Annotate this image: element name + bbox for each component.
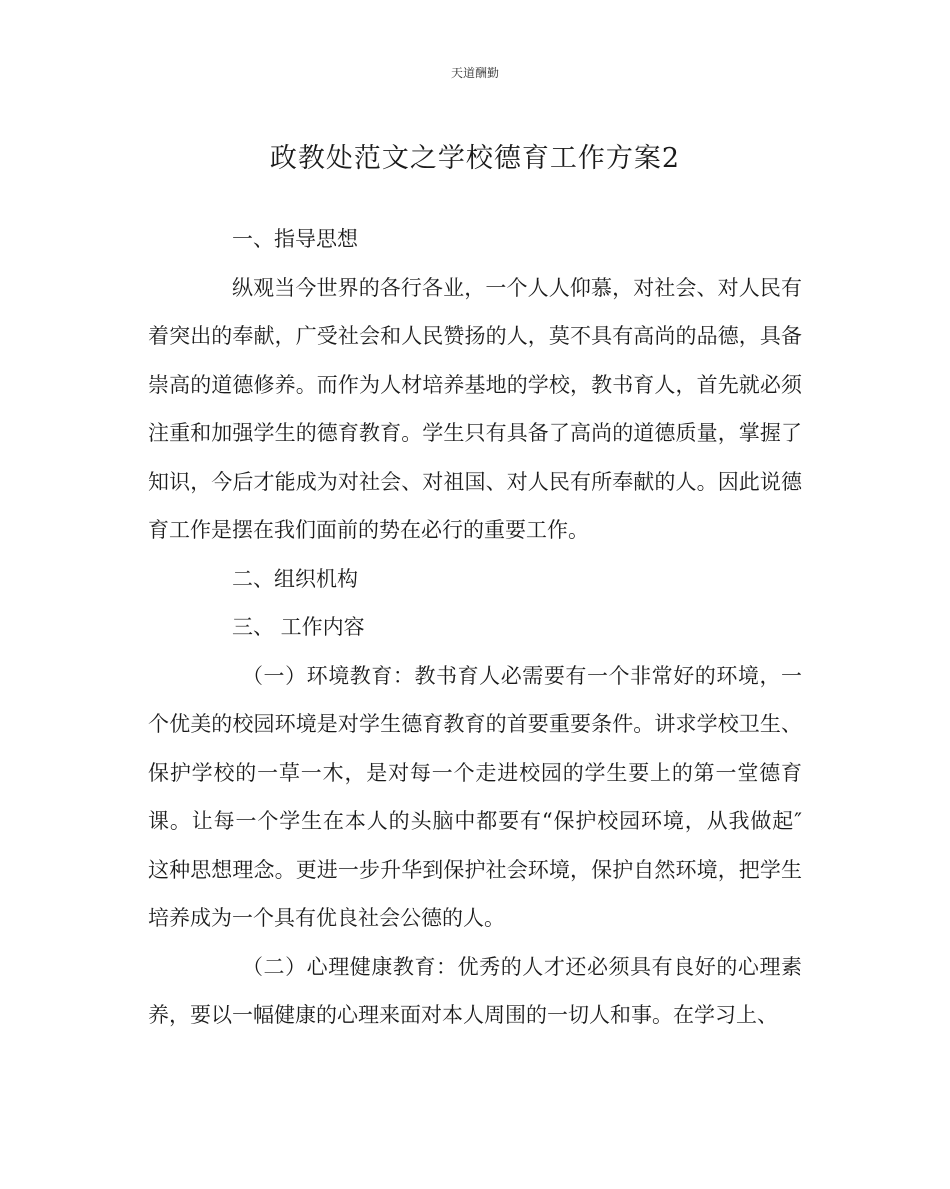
section-heading-organization: 二、组织机构: [232, 566, 358, 591]
page-header: 天道酬勤: [450, 66, 499, 80]
section-heading-work-content: 三、 工作内容: [232, 615, 365, 639]
section-heading-guiding-thought: 一、指导思想: [232, 227, 358, 251]
paragraph-guiding-thought: 纵观当今世界的各行各业，一个人人仰慕，对社会、对人民有着突出的奉献，广受社会和人民赞扬的人，莫不具有高尚的品德，具备崇高的道德修养。而作为人材培养基地的学校，教书育人，首先就必须注重和加强学生的德育教育。学生只有具备了高尚的道德质量，掌握了知识，今后才能成为对社会、对祖国、对人民有所奉献的人。因此说德育工作是摆在我们面前的势在必行的重要工作。: [148, 275, 802, 542]
document-body: [148, 215, 802, 1040]
paragraph-environment-education: （一）环境教育：教书育人必需要有一个非常好的环境，一个优美的校园环境是对学生德育教育的首要重要条件。讲求学校卫生、保护学校的一草一木，是对每一个走进校园的学生要上的第一堂德育课。让每一个学生在本人的头脑中都要有“保护校园环境，从我做起″ 这种思想理念。更进一步升华到保护社会环境，保护自然环境，把学生培养成为一个具有优良社会公德的人。: [148, 663, 802, 930]
document-title: 政教处范文之学校德育工作方案2: [269, 143, 681, 174]
paragraph-mental-health-education: （二）心理健康教育：优秀的人才还必须具有良好的心理素养，要以一幅健康的心理来面对本人周围的一切人和事。在学习上、: [148, 954, 802, 1027]
